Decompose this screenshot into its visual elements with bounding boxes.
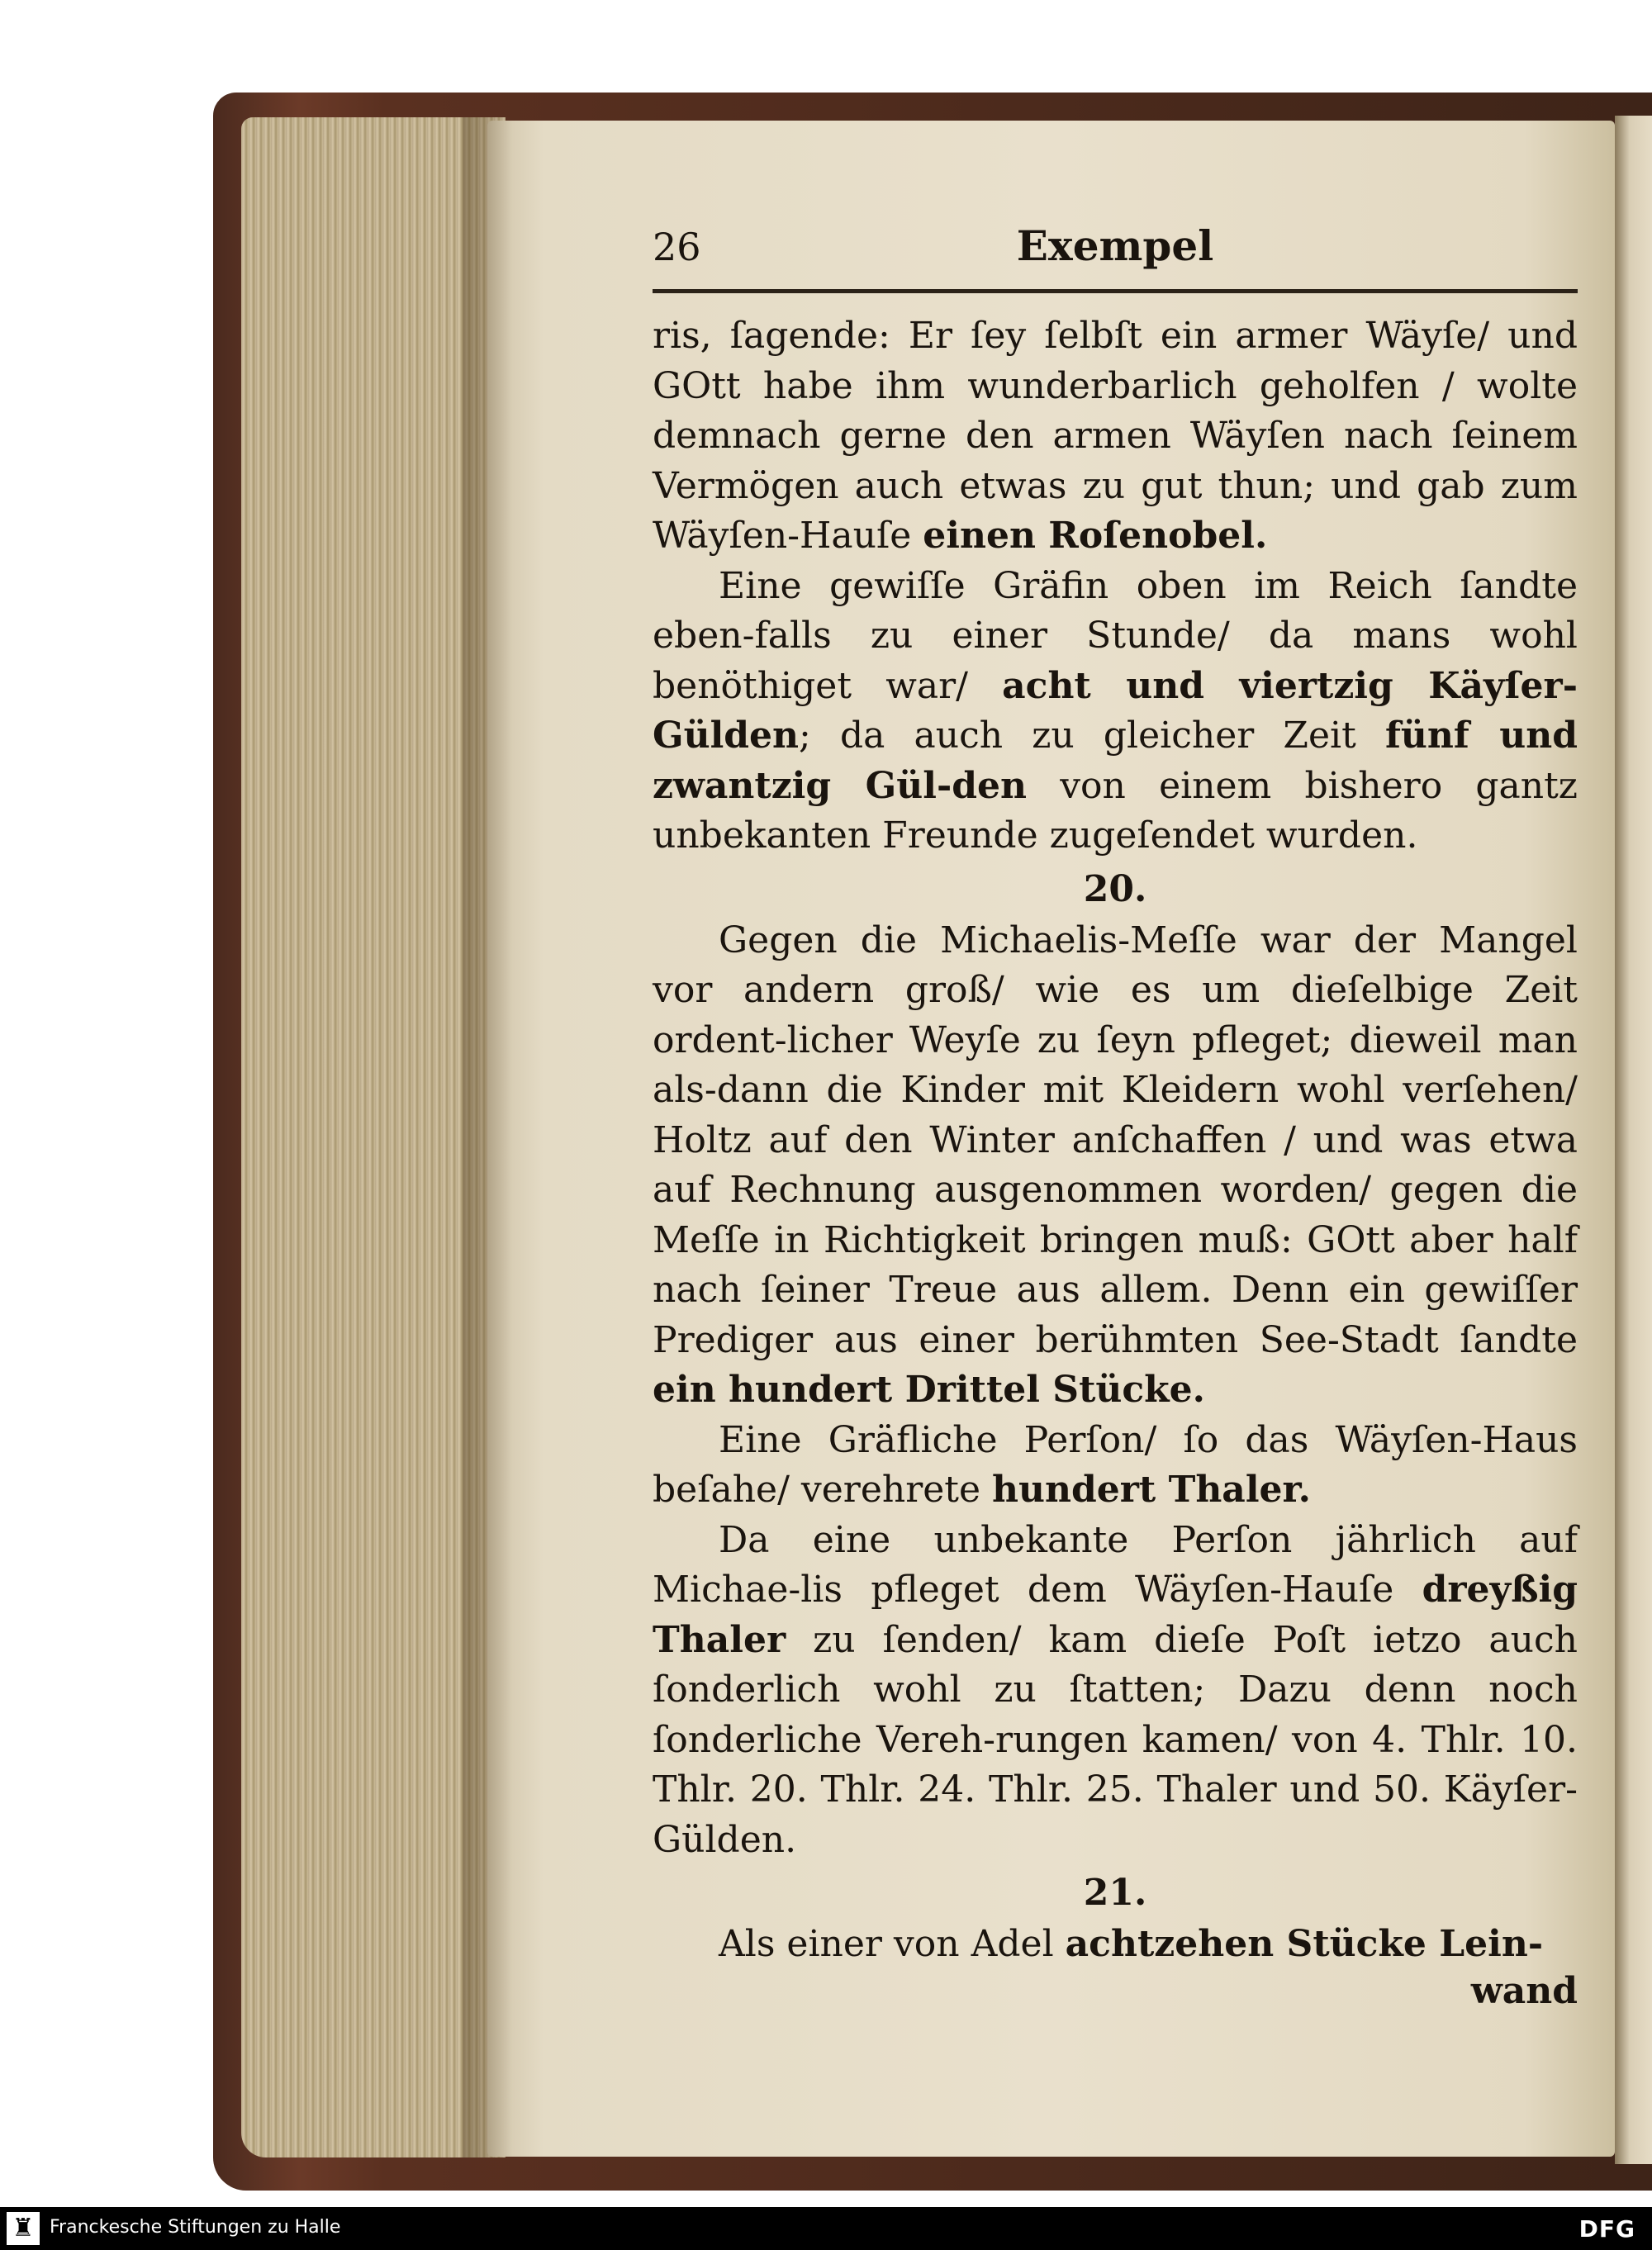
paragraph-5-text-a: Da eine unbekante Perſon jährlich auf Michae-lis pfleget dem Wäyſen-Hauſe xyxy=(653,1518,1578,1611)
header-rule xyxy=(653,289,1578,293)
section-number-21: 21. xyxy=(1083,1872,1147,1914)
paragraph-4-bold: hundert Thaler. xyxy=(992,1469,1311,1511)
paragraph-2-text-c: von einem bishero gantz unbekanten Freunde zugeſendet wurden. xyxy=(653,764,1578,857)
paragraph-5-bold: dreyßig Thaler xyxy=(653,1569,1578,1661)
paragraph-1-bold: einen Roſenobel. xyxy=(923,515,1268,557)
paragraph-2-bold-b: fünf und zwantzig Gül-den xyxy=(653,714,1578,807)
paragraph-3-text: Gegen die Michaelis-Meſſe war der Mangel vor andern groß/ wie es um dieſelbige Zeit ordent-licher Weyſe zu ſeyn pfleget; dieweil man als-dann die Kinder mit Kleidern wohl verſehen/ Holtz auf den Winter anſchaffen / und was etwa auf Rechnung ausgenommen worden/ gegen die Meſſe in Richtigkeit bringen muß: GOtt aber half nach ſeiner Treue aus allem. Denn ein gewiſſer Prediger aus einer berühmten See-Stadt ſandte xyxy=(653,919,1578,1361)
paragraph-6-text: Als einer von Adel xyxy=(719,1923,1054,1965)
paragraph-5-text-b: zu ſenden/ kam dieſe Poſt ietzo auch ſonderlich wohl zu ſtatten; Dazu denn noch ſonderliche Vereh-rungen kamen/ von 4. Thlr. 10. Thlr. 20. Thlr. 24. Thlr. 25. Thaler und 50. Käyſer-Gülden. xyxy=(653,1618,1578,1861)
page-gutter xyxy=(463,117,512,2157)
funder-logo: DFG xyxy=(1578,2215,1635,2243)
paragraph-2-bold-a: acht und viertzig Käyſer-Gülden xyxy=(653,664,1578,757)
paragraph-2-text-b: ; da auch zu gleicher Zeit xyxy=(799,714,1356,757)
paragraph-3-bold: ein hundert Drittel Stücke. xyxy=(653,1369,1205,1411)
paragraph-3 xyxy=(653,916,1578,1416)
catchword: wand xyxy=(1470,1969,1578,2012)
paragraph-2-text-a: Eine gewiſſe Gräfin oben im Reich ſandte eben-falls zu einer Stunde/ da mans wohl benöthiget war/ xyxy=(653,564,1578,707)
paragraph-5 xyxy=(653,1516,1578,1866)
paragraph-1-text: ris, ſagende: Er ſey ſelbſt ein armer Wäyſe/ und GOtt habe ihm wunderbarlich geholfen / wolte demnach gerne den armen Wäyſen nach ſeinem Vermögen auch etwas zu gut thun; und gab zum Wäyſen-Hauſe xyxy=(653,315,1578,557)
paragraph-2 xyxy=(653,562,1578,862)
paragraph-6 xyxy=(653,1920,1578,1970)
paragraph-1 xyxy=(653,311,1578,562)
viewer-footer-bar xyxy=(0,2207,1652,2250)
paragraph-4-text: Eine Gräfliche Perſon/ ſo das Wäyſen-Haus beſahe/ verehrete xyxy=(653,1418,1578,1511)
paragraph-6-bold: achtzehen Stücke Lein- xyxy=(1065,1923,1544,1965)
page-header xyxy=(653,221,1578,281)
section-number-20: 20. xyxy=(1083,867,1147,910)
facing-page-edge xyxy=(1615,116,1652,2164)
page-text-block xyxy=(653,221,1578,2016)
paragraph-4 xyxy=(653,1416,1578,1516)
page-number: 26 xyxy=(653,225,701,269)
running-title: Exempel xyxy=(1016,221,1214,270)
institution-name: Franckesche Stiftungen zu Halle xyxy=(50,2217,341,2238)
institution-logo-icon: ♜ xyxy=(7,2212,40,2245)
